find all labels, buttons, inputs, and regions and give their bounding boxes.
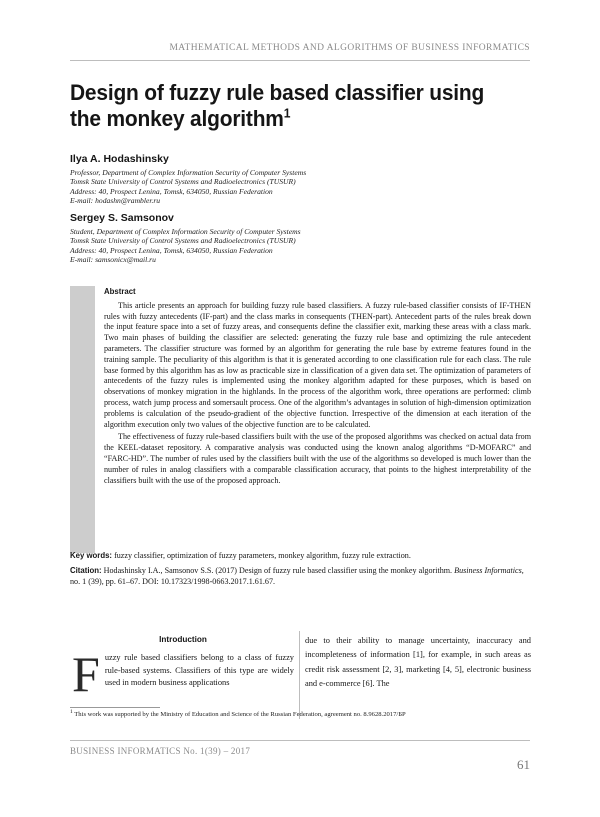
article-title <box>70 80 498 132</box>
abstract <box>104 287 531 486</box>
citation <box>70 566 532 588</box>
author-email: E-mail: samsonicx@mail.ru <box>70 254 156 264</box>
footer-issue: No. 1(39) – 2017 <box>183 746 251 756</box>
article-title-text: Design of fuzzy rule based classifier using the monkey algorithm <box>70 80 485 131</box>
abstract-heading: Abstract <box>104 287 136 296</box>
intro-heading: Introduction <box>159 635 207 644</box>
author-block-2 <box>70 212 540 264</box>
keywords <box>70 551 532 562</box>
running-head: MATHEMATICAL METHODS AND ALGORITHMS OF BUSINESS INFORMATICS <box>169 43 530 53</box>
footnote-text: This work was supported by the Ministry of Education and Science of the Russian Federation, agreement no. 8.9628.2017/БР <box>74 711 406 718</box>
footnote-divider <box>70 707 160 708</box>
author-name: Ilya A. Hodashinsky <box>70 153 169 165</box>
author-address: Address: 40, Prospect Lenina, Tomsk, 634050, Russian Federation <box>70 245 273 255</box>
abstract-paragraph: This article presents an approach for building fuzzy rule based classifiers. A fuzzy rule-based classifier consists of IF-THEN rules with fuzzy antecedents (IF-part) and the class marks in consequents (THEN-part). Antecedent parts of the rules break down the input feature space into a set of fuzzy areas, and consequents define the classifier exit, marking these areas with a class mark. Two main phases of building the classifier are selected: generating the fuzzy rule base and optimizing the rule antecedent parameters. The classifier structure was formed by an algorithm for generating the rule base by extreme features found in the training sample. The peculiarity of this algorithm is that it is generated according to one classification rule for each class. The rule base formed by this algorithm has as low as practicable size in classification of a given data set. The optimization of parameters of antecedents of the fuzzy rules is implemented using the monkey algorithm adapted for these purposes, which is based on observations of monkey migration in the highlands. In the process of the algorithm work, three operations are performed: climb process, watch jump process and somersault process. One of the algorithm’s advantages in solution of high-dimension optimization problems is calculation of the pseudo-gradient of the objective function. Irrespective of the dimension at each iteration of the algorithm execution only two values of the objective function are to be calculated. <box>104 300 531 429</box>
citation-journal: Business Informatics <box>454 566 522 575</box>
intro-right-text: due to their ability to manage uncertainty, inaccuracy and incompleteness of information [1], for example, in such areas as credit risk assessment [2, 3], marketing [4, 5], electronic business and e-commerce [6]. The <box>305 636 531 688</box>
header-divider <box>70 60 530 61</box>
author-block-1 <box>70 153 540 205</box>
author-affiliation: Tomsk State University of Control Systems and Radioelectronics (TUSUR) <box>70 236 296 246</box>
author-affiliation: Tomsk State University of Control Systems and Radioelectronics (TUSUR) <box>70 177 296 187</box>
intro-paragraph <box>72 646 294 702</box>
footnote-mark: 1 <box>70 708 73 715</box>
intro-left-column <box>72 635 294 702</box>
keywords-text: fuzzy classifier, optimization of fuzzy parameters, monkey algorithm, fuzzy rule extraction. <box>114 551 411 560</box>
drop-cap: F <box>72 646 100 702</box>
title-footnote-mark: 1 <box>283 105 291 121</box>
footnote <box>70 708 450 720</box>
footer-journal <box>70 746 250 756</box>
footer-divider <box>70 740 530 741</box>
citation-label: Citation: <box>70 566 102 575</box>
citation-details: , no. 1 (39), pp. 61–67. DOI: 10.17323/1998-0663.2017.1.61.67. <box>70 566 524 586</box>
citation-text: Hodashinsky I.A., Samsonov S.S. (2017) Design of fuzzy rule based classifier using the monkey algorithm. <box>103 566 453 575</box>
page-number: 61 <box>517 757 530 772</box>
intro-right-column <box>305 634 531 691</box>
author-email: E-mail: hodashn@rambler.ru <box>70 195 161 205</box>
author-position: Student, Department of Complex Information Security of Computer Systems <box>70 227 301 236</box>
keywords-label: Key words: <box>70 551 113 560</box>
intro-left-text: uzzy rule based classifiers belong to a class of fuzzy rule-based systems. Classifiers of this type are widely used in modern business applications <box>104 653 294 688</box>
author-name: Sergey S. Samsonov <box>70 212 174 224</box>
author-address: Address: 40, Prospect Lenina, Tomsk, 634050, Russian Federation <box>70 186 273 196</box>
abstract-side-bar <box>70 286 95 553</box>
footer-journal-name: BUSINESS INFORMATICS <box>70 746 181 756</box>
column-divider <box>299 631 300 719</box>
abstract-paragraph: The effectiveness of fuzzy rule-based classifiers built with the use of the proposed algorithms was checked on actual data from the KEEL-dataset repository. A comparative analysis was conducted using the known analog algorithms “D-MOFARC” and “FARC-HD”. The number of rules used by the classifiers built with the use of the algorithms so developed is much lower than the number of rules in analog classifiers with a comparable classification accuracy, that points to the highest interpretability of the classifiers built with the use of the proposed approach. <box>104 432 531 485</box>
author-position: Professor, Department of Complex Information Security of Computer Systems <box>70 168 307 177</box>
